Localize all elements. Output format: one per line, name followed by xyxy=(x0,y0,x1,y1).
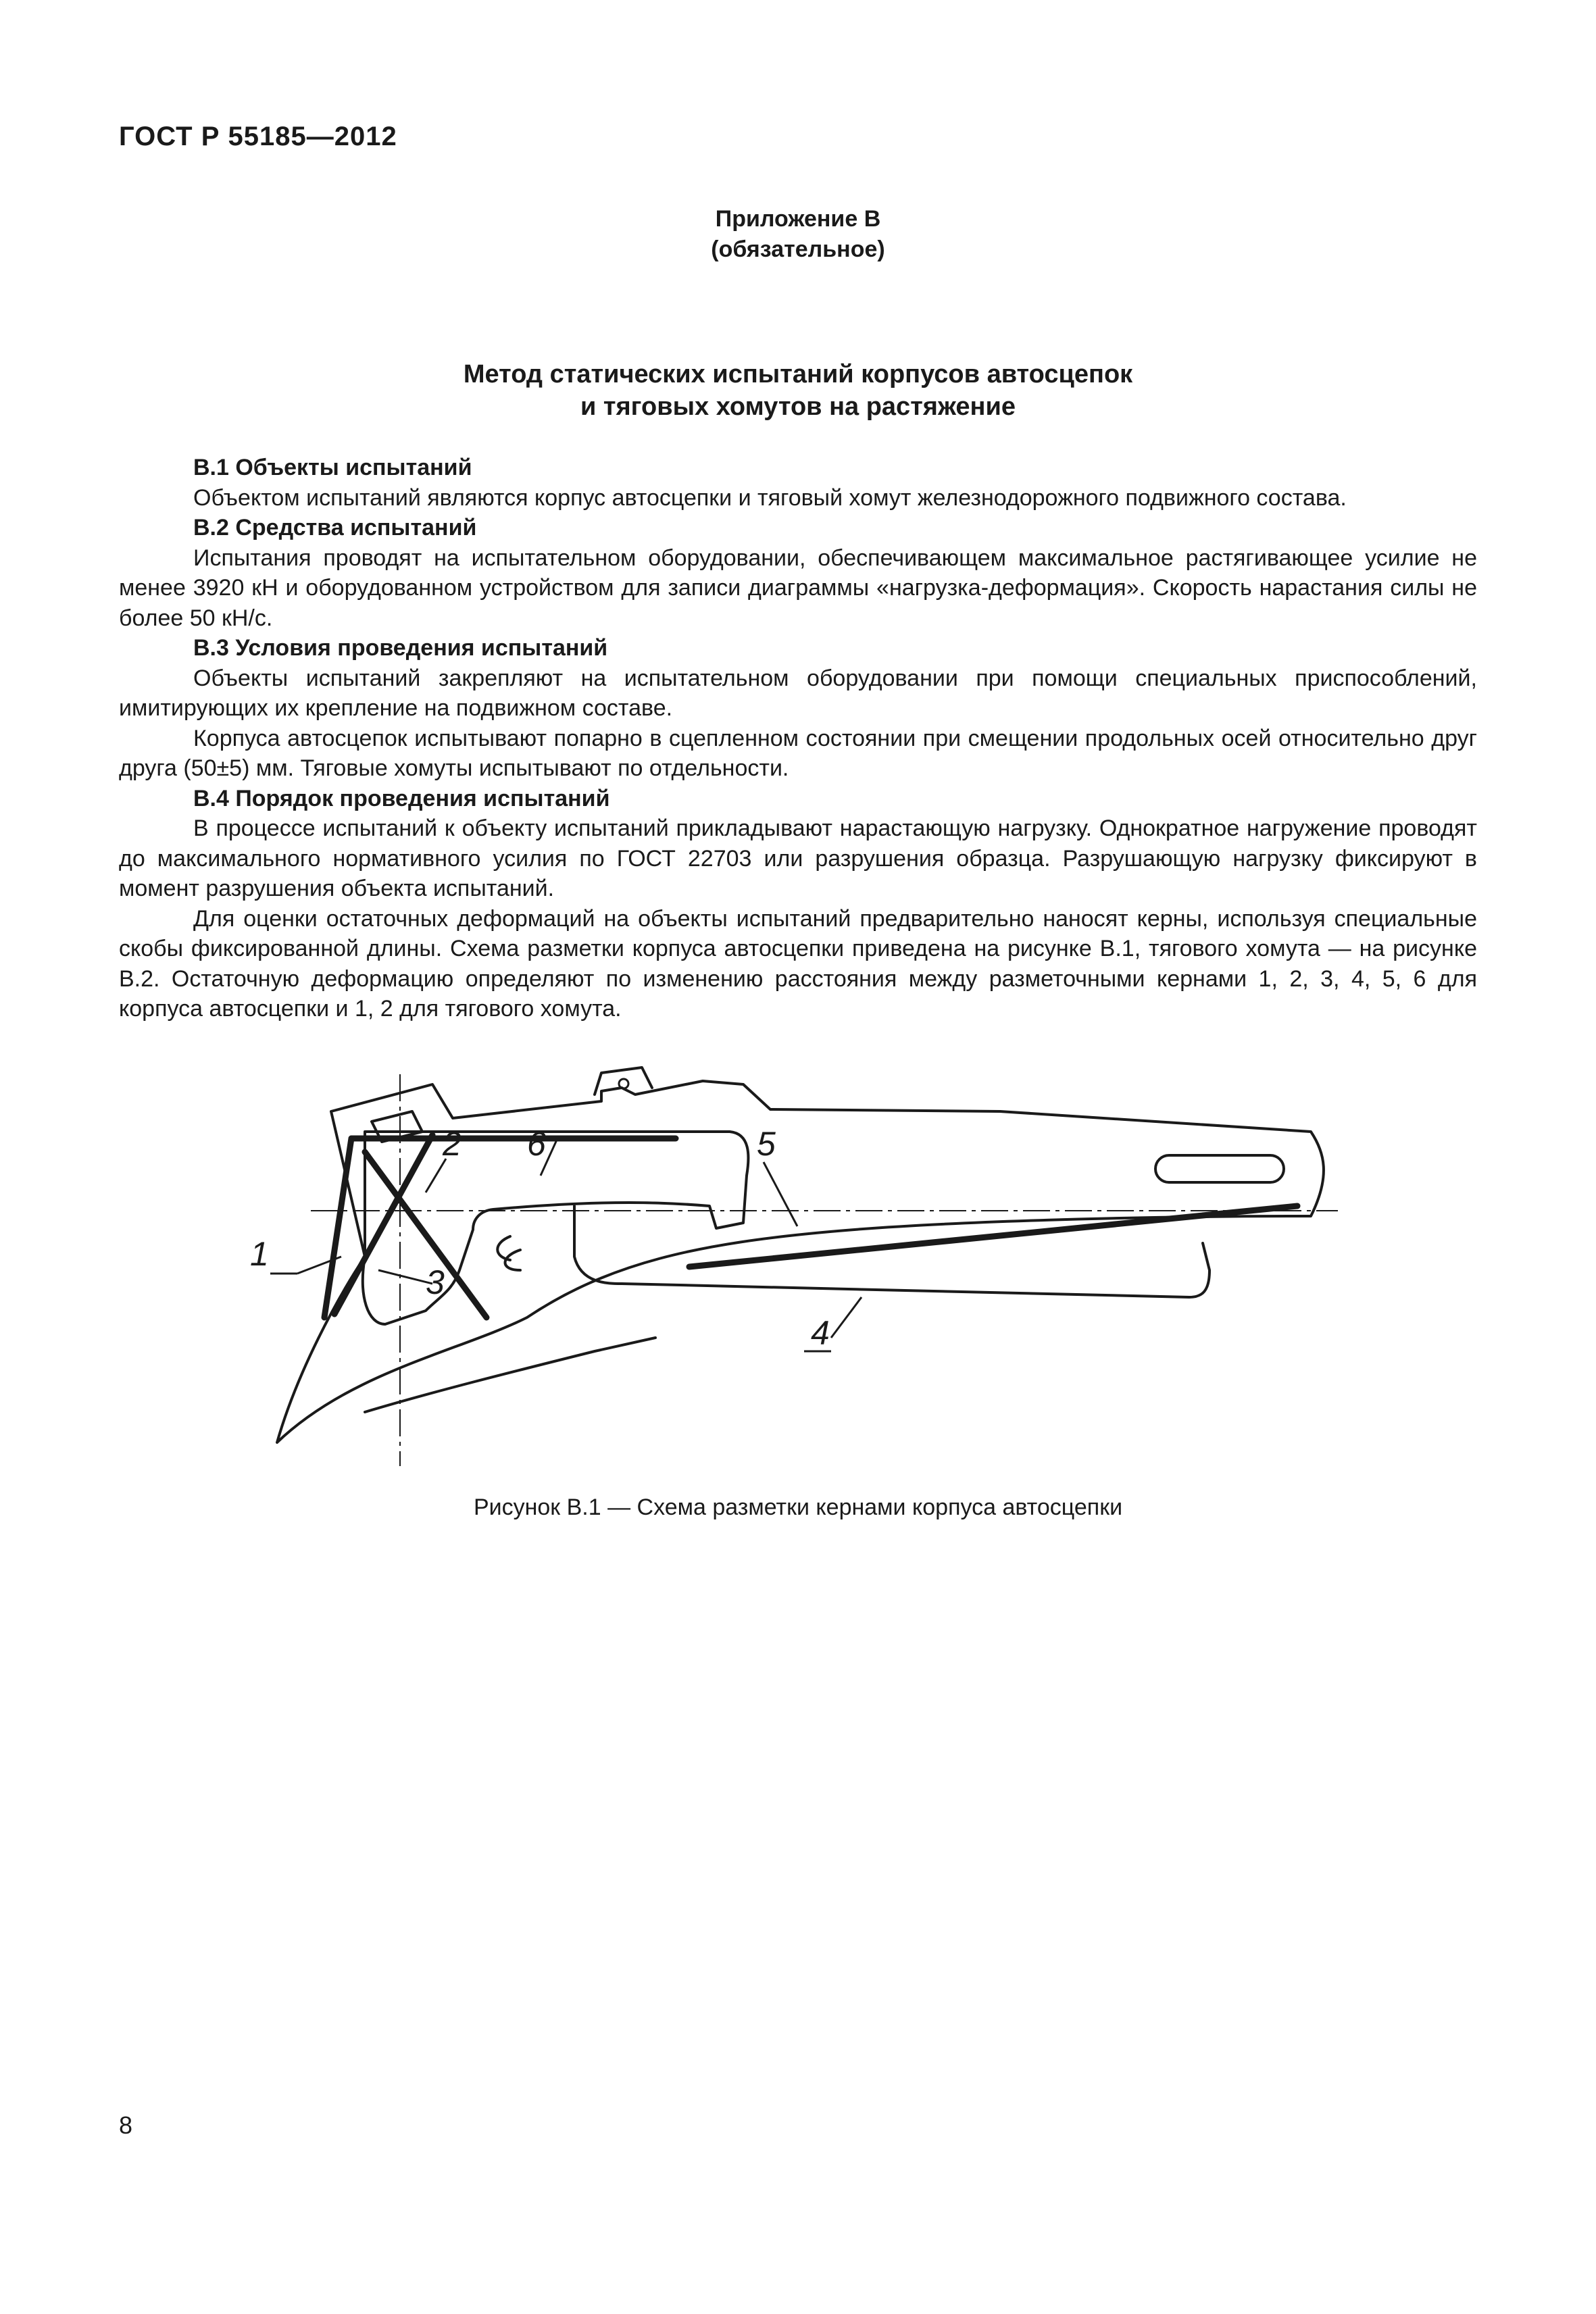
label-1: 1 xyxy=(250,1235,269,1273)
paragraph-b1-1: Объектом испытаний являются корпус автосцепки и тяговый хомут железнодорожного подвижного состава. xyxy=(193,484,1347,511)
annex-name: Приложение В xyxy=(715,206,881,232)
heading-b4: В.4 Порядок проведения испытаний xyxy=(193,785,610,811)
document-header: ГОСТ Р 55185—2012 xyxy=(119,122,397,151)
lower-slot xyxy=(574,1206,1210,1297)
heading-b1: В.1 Объекты испытаний xyxy=(193,455,472,480)
annex-status: (обязательное) xyxy=(711,236,885,262)
paragraph-b2-1: Испытания проводят на испытательном оборудовании, обеспечивающем максимальное растягивающее усилие не менее 3920 кН и оборудованном устройством для записи диаграммы «нагрузка-деформация». Скорость нарастания силы не более 50 кН/с. xyxy=(119,545,1477,631)
lug-hole xyxy=(619,1079,628,1088)
lower-foot xyxy=(365,1338,655,1412)
label-3: 3 xyxy=(426,1263,445,1301)
heading-b2: В.2 Средства испытаний xyxy=(193,515,477,540)
right-slot xyxy=(1155,1155,1284,1182)
section-title-line2: и тяговых хомутов на растяжение xyxy=(580,393,1016,421)
figure-caption: Рисунок В.1 — Схема разметки кернами корпуса автосцепки xyxy=(473,1494,1123,1520)
page-number: 8 xyxy=(119,2111,133,2139)
heading-b3: В.3 Условия проведения испытаний xyxy=(193,635,608,661)
label-4: 4 xyxy=(811,1314,830,1352)
leader-4 xyxy=(831,1297,862,1338)
leader-3 xyxy=(378,1270,432,1284)
paragraph-b3-1: Объекты испытаний закрепляют на испытательном оборудовании при помощи специальных приспособлений, имитирующих их крепление на подвижном составе. xyxy=(119,665,1477,721)
label-6: 6 xyxy=(527,1125,546,1163)
leader-5 xyxy=(764,1162,797,1226)
paragraph-b3-2: Корпуса автосцепок испытывают попарно в сцепленном состоянии при смещении продольных осей относительно друг друга (50±5) мм. Тяговые хомуты испытывают по отдельности. xyxy=(119,725,1477,781)
paragraph-b4-1: В процессе испытаний к объекту испытаний прикладывают нарастающую нагрузку. Однократное нагружение проводят до максимального нормативного усилия по ГОСТ 22703 или разрушения образца. Разрушающую нагрузку фиксируют в момент разрушения объекта испытаний. xyxy=(119,815,1477,901)
document-body xyxy=(119,453,1477,1024)
section-title-line1: Метод статических испытаний корпусов автосцепок xyxy=(463,360,1133,388)
leader-2 xyxy=(426,1159,446,1192)
paragraph-b4-2: Для оценки остаточных деформаций на объекты испытаний предварительно наносят керны, используя специальные скобы фиксированной длины. Схема разметки корпуса автосцепки приведена на рисунке В.1, тягового хомута — на рисунке В.2. Остаточную деформацию определяют по изменению расстояния между разметочными кернами 1, 2, 3, 4, 5, 6 для корпуса автосцепки и 1, 2 для тягового хомута. xyxy=(119,905,1477,1022)
label-5: 5 xyxy=(757,1125,776,1163)
label-2: 2 xyxy=(443,1125,462,1163)
coupler-marking-diagram xyxy=(250,1054,1351,1473)
